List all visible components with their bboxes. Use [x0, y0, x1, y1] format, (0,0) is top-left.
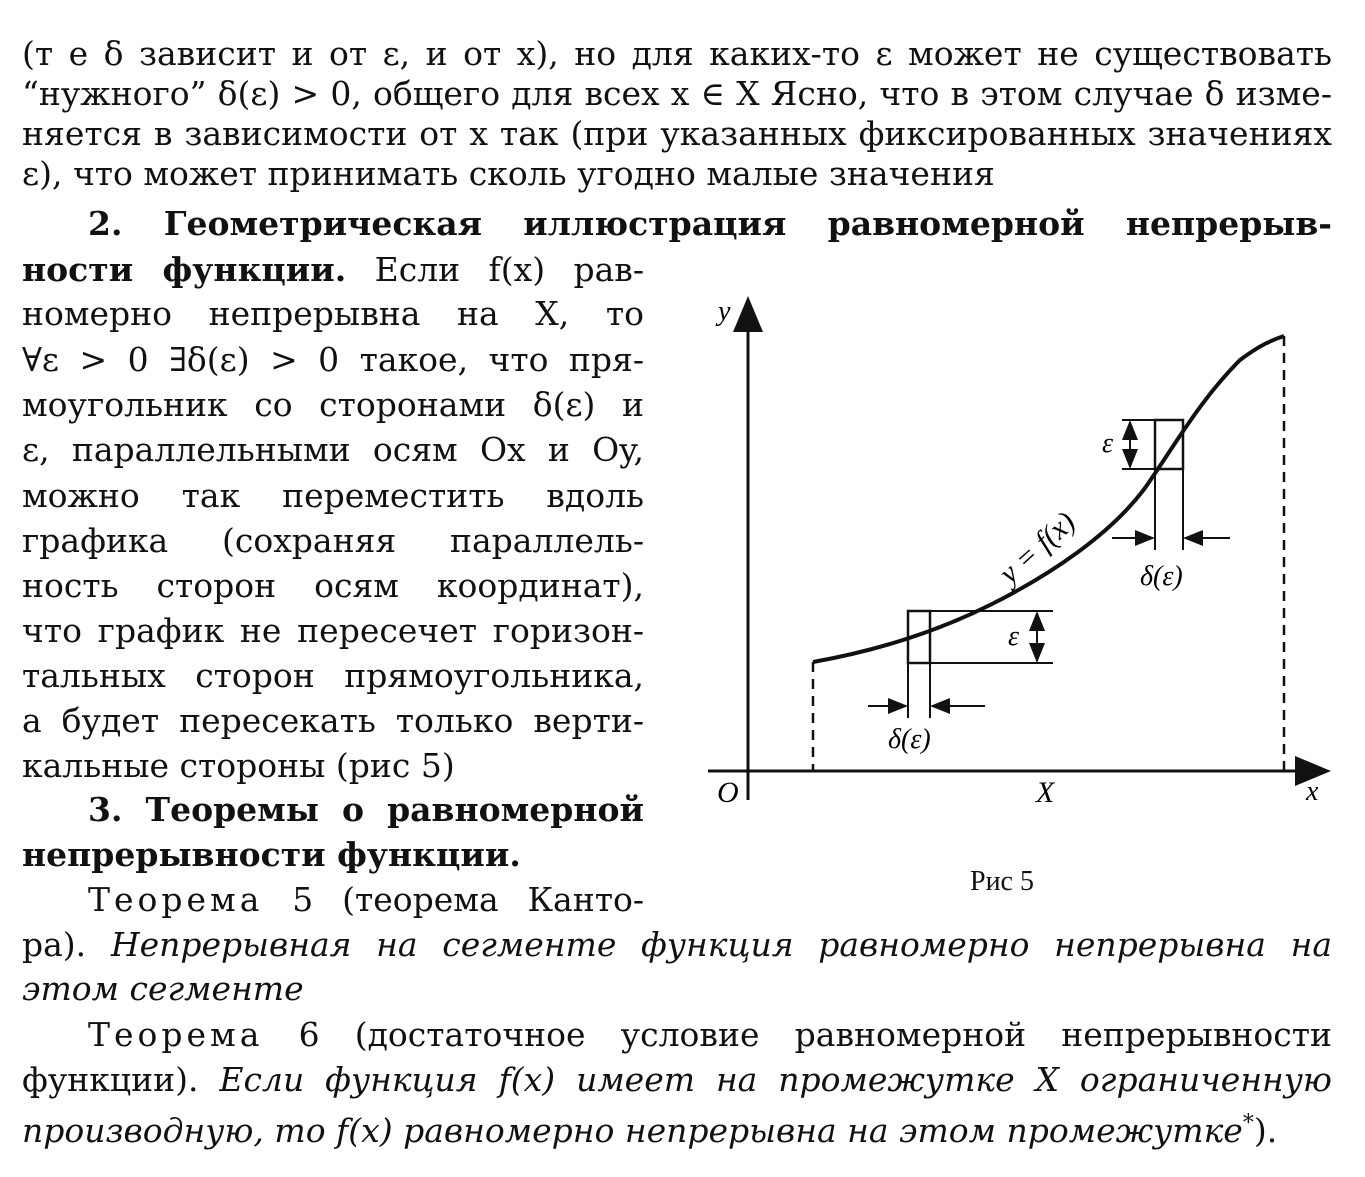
theorem6-statement: Если функция f(x) имеет на промежутке X ограниченную	[219, 1060, 1332, 1099]
theorem5-statement-end: этом сегменте	[22, 969, 304, 1008]
theorem5-label: Теорема	[88, 880, 264, 919]
lower-delta-label: δ(ε)	[888, 724, 931, 755]
intro-line-1: (т е δ зависит и от ε, и от x), но для каких-то ε может не существовать	[22, 34, 1332, 73]
upper-epsilon-label: ε	[1102, 428, 1114, 459]
intro-line-4: ε), что может принимать сколь угодно малые значения	[22, 154, 995, 193]
section2-line: ε, параллельными осям Ox и Oy,	[22, 430, 644, 469]
intro-line-3: няется в зависимости от x так (при указанных фиксированных значениях	[22, 114, 1332, 153]
theorem6-line-2	[22, 1060, 1332, 1100]
origin-label: O	[717, 776, 739, 809]
y-axis-label: y	[718, 296, 731, 327]
function-curve	[813, 336, 1284, 662]
section2-line: тальных сторон прямоугольника,	[22, 656, 644, 695]
theorem6-line-1	[88, 1015, 1332, 1055]
curve-label: y = f(x)	[992, 505, 1082, 591]
x-axis-label: x	[1306, 776, 1319, 807]
theorem6-end-punct: ).	[1253, 1111, 1278, 1150]
section2-line: ность сторон осям координат),	[22, 566, 644, 605]
section2-line: ∀ε > 0 ∃δ(ε) > 0 такое, что пря-	[22, 340, 644, 379]
interval-label: X	[1036, 776, 1055, 809]
theorem6-title: 6 (достаточное условие равномерной непрерывности	[263, 1015, 1332, 1054]
section2-line: номерно непрерывна на X, то	[22, 294, 644, 333]
section2-line: что график не пересечет горизон-	[22, 611, 644, 650]
theorem6-line-3	[22, 1104, 1332, 1151]
theorem6-title-end: функции).	[22, 1060, 220, 1099]
section2-line: можно так переместить вдоль	[22, 476, 644, 515]
theorem6-label: Теорема	[88, 1015, 264, 1054]
theorem5-title: 5 (теорема Канто-	[263, 880, 644, 919]
figure-uniform-continuity	[690, 290, 1340, 820]
figure-caption: Рис 5	[970, 866, 1034, 897]
section2-line: моугольник со сторонами δ(ε) и	[22, 385, 644, 424]
theorem5-line-1	[88, 880, 644, 920]
section2-line: графика (сохраняя параллель-	[22, 521, 644, 560]
intro-line-2: “нужного” δ(ε) > 0, общего для всех x ∈ X Ясно, что в этом случае δ изме-	[22, 74, 1332, 113]
lower-epsilon-label: ε	[1008, 621, 1020, 652]
section2-lead: Если f(x) рав-	[346, 250, 644, 289]
section3-heading-continued: непрерывности функции.	[22, 835, 521, 874]
section2-heading-end: ности функции.	[22, 250, 347, 289]
footnote-marker[interactable]: *	[1242, 1111, 1254, 1136]
upper-delta-label: δ(ε)	[1140, 561, 1183, 592]
section2-line: а будет пересекать только верти-	[22, 701, 644, 740]
theorem5-statement: Непрерывная на сегменте функция равномерно непрерывна на	[110, 925, 1332, 964]
upper-rectangle	[1155, 420, 1183, 469]
theorem6-statement-end: производную, то f(x) равномерно непрерывна на этом промежутке	[22, 1111, 1243, 1150]
theorem5-title-end: ра).	[22, 925, 111, 964]
section2-line: кальные стороны (рис 5)	[22, 746, 455, 785]
theorem5-line-2	[22, 925, 1332, 965]
section3-heading: 3. Теоремы о равномерной	[88, 790, 644, 829]
section2-heading: 2. Геометрическая иллюстрация равномерной непрерыв-	[88, 204, 1332, 243]
section2-heading-continued	[22, 250, 644, 290]
